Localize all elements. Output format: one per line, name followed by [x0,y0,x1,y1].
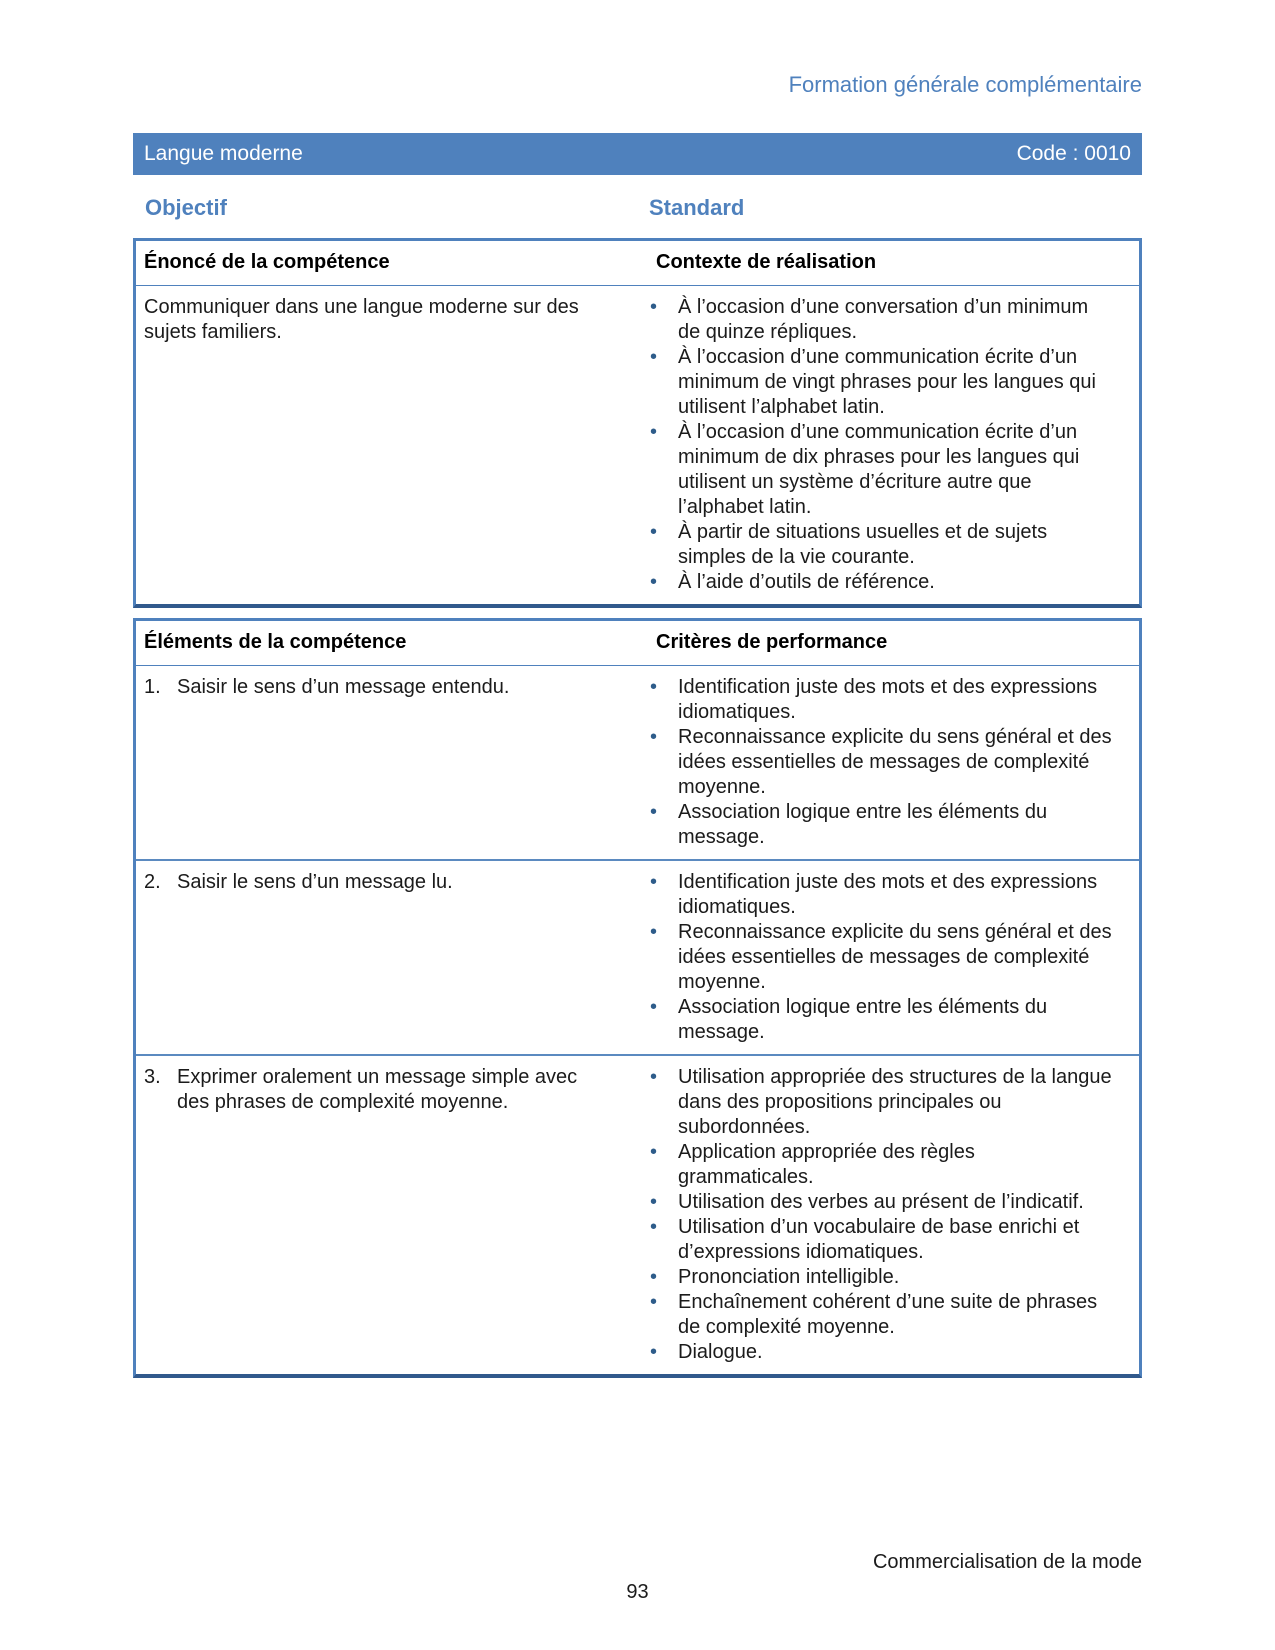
bullet-icon: • [650,296,658,318]
element-number: 3. [144,1066,161,1088]
element-label-cell [136,666,648,859]
bullet-icon: • [650,1191,658,1213]
criteria-list [648,870,1113,1045]
criteria-text: À partir de situations usuelles et de sujets simples de la vie courante. [678,521,1048,568]
criteria-item [648,920,1113,995]
element-row-2 [136,859,1139,1054]
criteria-item [648,800,1113,850]
element-label: Saisir le sens d’un message entendu. [177,676,510,698]
table1-header-row [136,241,1139,286]
criteria-cell [648,861,1139,1054]
bullet-icon: • [650,801,658,823]
table1-body-row [136,286,1139,604]
element-row-1 [136,666,1139,859]
criteria-text: À l’occasion d’une communication écrite d’un minimum de dix phrases pour les langues qui utilisent un système d’écriture autre que l’alphabet latin. [678,421,1080,518]
course-code: Code : 0010 [1016,142,1131,165]
bullet-icon: • [650,1216,658,1238]
criteria-item [648,345,1113,420]
criteria-text: À l’occasion d’une conversation d’un minimum de quinze répliques. [678,296,1089,343]
bullet-icon: • [650,921,658,943]
enonce-contexte-table [133,238,1142,608]
criteria-item [648,1190,1113,1215]
page-content [133,0,1142,1604]
page-header [133,0,1142,98]
element-row-3 [136,1054,1139,1374]
competence-statement-cell [136,286,648,604]
standard-heading: Standard [649,195,745,220]
page-header-text: Formation générale complémentaire [788,72,1142,97]
table2-header-left: Éléments de la compétence [144,631,407,653]
table2-header-row [136,621,1139,666]
criteria-text: Utilisation appropriée des structures de la langue dans des propositions principales ou subordonnées. [678,1066,1112,1138]
bullet-icon: • [650,571,658,593]
criteria-list [648,675,1113,850]
footer-page-number: 93 [626,1581,649,1603]
criteria-text: Prononciation intelligible. [678,1266,900,1288]
criteria-list [648,1065,1113,1365]
criteria-item [648,1290,1113,1340]
bullet-icon: • [650,421,658,443]
course-banner [133,133,1142,175]
element-item [144,675,610,700]
criteria-item [648,1140,1113,1190]
criteria-text: Identification juste des mots et des expressions idiomatiques. [678,871,1098,918]
criteria-text: Reconnaissance explicite du sens général et des idées essentielles de messages de complexité moyenne. [678,921,1112,993]
criteria-text: Enchaînement cohérent d’une suite de phrases de complexité moyenne. [678,1291,1098,1338]
bullet-icon: • [650,1291,658,1313]
course-title: Langue moderne [144,142,303,165]
element-label-cell [136,861,648,1054]
criteria-text: Association logique entre les éléments du message. [678,996,1048,1043]
criteria-text: Utilisation d’un vocabulaire de base enrichi et d’expressions idiomatiques. [678,1216,1080,1263]
section-headings [133,195,1142,222]
contexte-cell [648,286,1139,604]
competence-statement: Communiquer dans une langue moderne sur des sujets familiers. [144,296,579,343]
element-label: Saisir le sens d’un message lu. [177,871,453,893]
bullet-icon: • [650,996,658,1018]
criteria-cell [648,1056,1139,1374]
table1-header-right: Contexte de réalisation [656,251,877,273]
criteria-item [648,1340,1113,1365]
criteria-item [648,1265,1113,1290]
criteria-text: À l’occasion d’une communication écrite d’un minimum de vingt phrases pour les langues qui utilisent l’alphabet latin. [678,346,1096,418]
criteria-text: À l’aide d’outils de référence. [678,571,935,593]
element-label: Exprimer oralement un message simple avec des phrases de complexité moyenne. [177,1066,578,1113]
table1-header-left: Énoncé de la compétence [144,251,390,273]
element-item [144,1065,610,1115]
criteria-text: Utilisation des verbes au présent de l’indicatif. [678,1191,1084,1213]
criteria-item [648,420,1113,520]
criteria-item [648,870,1113,920]
bullet-icon: • [650,1066,658,1088]
criteria-cell [648,666,1139,859]
criteria-item [648,725,1113,800]
criteria-item [648,675,1113,725]
table2-header-right: Critères de performance [656,631,888,653]
criteria-text: Association logique entre les éléments du message. [678,801,1048,848]
element-item [144,870,610,895]
footer-program-name: Commercialisation de la mode [872,1551,1142,1573]
element-number: 1. [144,676,161,698]
criteria-item [648,295,1113,345]
objectif-heading: Objectif [145,195,227,220]
element-number: 2. [144,871,161,893]
bullet-icon: • [650,346,658,368]
bullet-icon: • [650,1341,658,1363]
bullet-icon: • [650,521,658,543]
criteria-item [648,570,1113,595]
bullet-icon: • [650,1141,658,1163]
bullet-icon: • [650,1266,658,1288]
bullet-icon: • [650,871,658,893]
criteria-text: Application appropriée des règles grammaticales. [678,1141,975,1188]
criteria-text: Dialogue. [678,1341,763,1363]
elements-criteres-table [133,618,1142,1378]
bullet-icon: • [650,726,658,748]
bullet-icon: • [650,676,658,698]
criteria-text: Reconnaissance explicite du sens général et des idées essentielles de messages de complexité moyenne. [678,726,1112,798]
criteria-item [648,995,1113,1045]
criteria-item [648,1215,1113,1265]
criteria-text: Identification juste des mots et des expressions idiomatiques. [678,676,1098,723]
criteria-item [648,1065,1113,1140]
criteria-item [648,520,1113,570]
contexte-list [648,295,1113,595]
element-label-cell [136,1056,648,1374]
